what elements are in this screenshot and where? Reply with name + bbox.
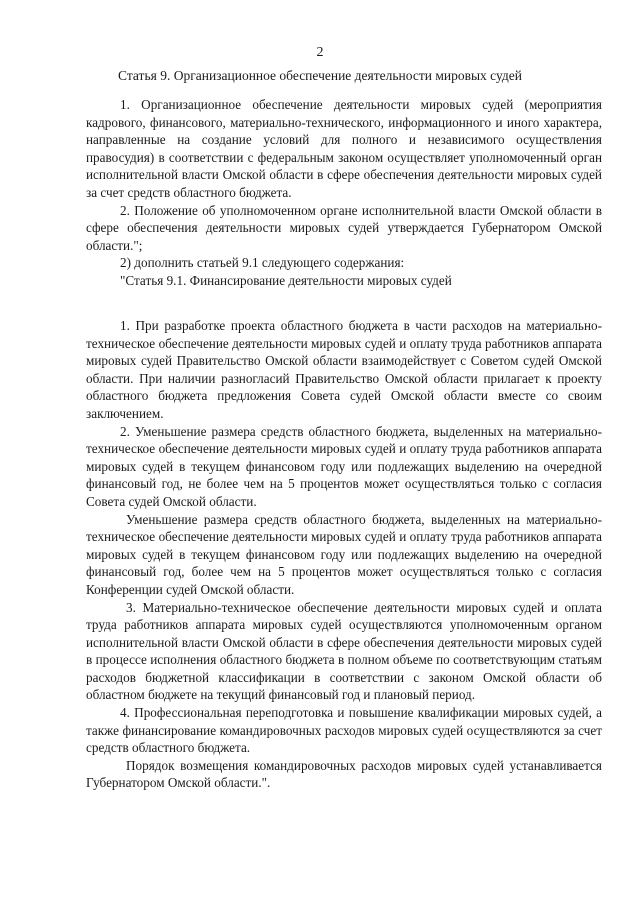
article-9-paragraph-2: 2. Положение об уполномоченном органе исполнительной власти Омской области в сфере обеспечения деятельности мировых судей утверждается Губернатором Омской области."; — [86, 202, 602, 253]
page-number: 2 — [316, 45, 324, 60]
article-9-paragraph-1: 1. Организационное обеспечение деятельности мировых судей (мероприятия кадрового, финансового, материально-технического, информационного и иного характера, направленные на создание условий для полного и независимого осуществления правосудия) в соответствии с федеральным законом осуществляет уполномоченный орган исполнительной власти Омской области в сфере обеспечения деятельности мировых судей за счет средств областного бюджета. — [86, 97, 602, 200]
amendment-item-2: 2) дополнить статьей 9.1 следующего содержания: — [120, 255, 405, 271]
article-9-1-paragraph-1: 1. При разработке проекта областного бюджета в части расходов на материально-техническое обеспечение деятельности мировых судей и оплату труда работников аппарата мировых судей Правительство Омской области взаимодействует с Советом судей Омской области. При наличии разногласий Правительство Омской области прилагает к проекту областного бюджета предложения Совета судей Омской области вместе со своим заключением. — [86, 318, 602, 421]
article-9-body — [86, 96, 602, 290]
article-9-1-title: "Статья 9.1. Финансирование деятельности мировых судей — [120, 272, 452, 288]
article-9-1-paragraph-2: 2. Уменьшение размера средств областного бюджета, выделенных на материально-техническое обеспечение деятельности мировых судей и оплату труда работников аппарата мировых судей в текущем финансовом году или подлежащих выделению на очередной финансовый год, не более чем на 5 процентов может осуществляться только с согласия Совета судей Омской области. — [86, 423, 602, 509]
article-9-1-paragraph-4: 4. Профессиональная переподготовка и повышение квалификации мировых судей, а также финансирование командировочных расходов мировых судей осуществляются за счет средств областного бюджета. — [86, 705, 602, 756]
article-9-1-paragraph-5: Порядок возмещения командировочных расходов мировых судей устанавливается Губернатором Омской области.". — [86, 757, 602, 791]
article-9-1-paragraph-2b: Уменьшение размера средств областного бюджета, выделенных на материально-техническое обеспечение деятельности мировых судей и оплату труда работников аппарата мировых судей в текущем финансовом году или подлежащих выделению на очередной финансовый год, более чем на 5 процентов может осуществляться только с согласия Конференции судей Омской области. — [86, 511, 602, 597]
article-9-1-body — [86, 317, 602, 792]
article-9-1-paragraph-3: 3. Материально-техническое обеспечение деятельности мировых судей и оплата труда работников аппарата мировых судей осуществляются уполномоченным органом исполнительной власти Омской области в сфере обеспечения деятельности мировых судей в процессе исполнения областного бюджета в полном объеме по соответствующим статьям расходов бюджетной классификации в соответствии с законом Омской области об областном бюджете на текущий финансовый год и плановый период. — [86, 599, 602, 703]
article-9-title: Статья 9. Организационное обеспечение деятельности мировых судей — [118, 68, 522, 83]
